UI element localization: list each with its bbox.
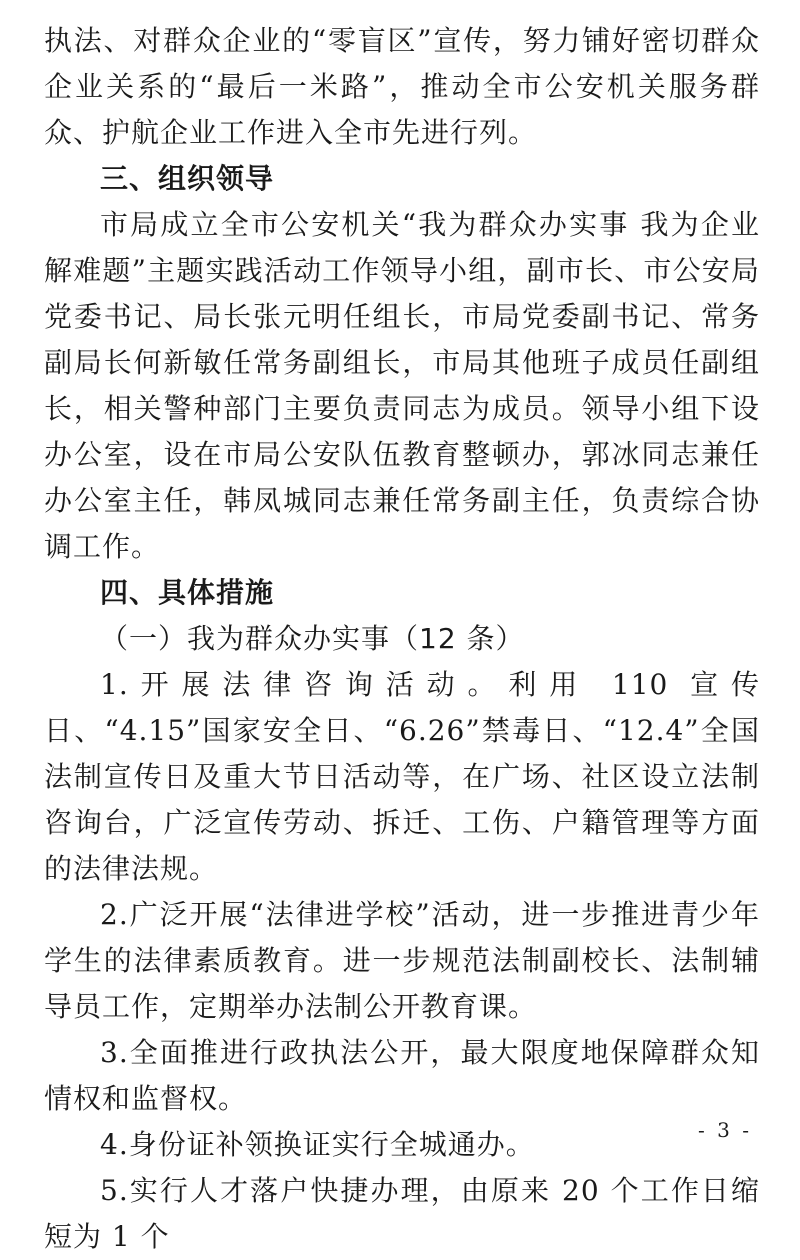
section-heading-measures: 四、具体措施 — [100, 576, 275, 609]
paragraph-item-5: 5.实行人才落户快捷办理，由原来 20 个工作日缩短为 1 个 — [44, 1174, 760, 1253]
page-number: - 3 - — [698, 1118, 752, 1142]
section-heading-organization: 三、组织领导 — [100, 162, 275, 195]
paragraph-item-3: 3.全面推进行政执法公开，最大限度地保障群众知情权和监督权。 — [44, 1036, 760, 1115]
subsection-heading-serve-people: （一）我为群众办实事（12 条） — [100, 622, 525, 655]
paragraph-item-1: 1.开展法律咨询活动。利用 110 宣传日、“4.15”国家安全日、“6.26”禁毒日、“12.4”全国法制宣传日及重大节日活动等，在广场、社区设立法制咨询台，广泛宣传劳动、拆迁、工伤、户籍管理等方面的法律法规。 — [44, 668, 760, 885]
document-page — [44, 18, 760, 1260]
paragraph-item-2: 2.广泛开展“法律进学校”活动，进一步推进青少年学生的法律素质教育。进一步规范法制副校长、法制辅导员工作，定期举办法制公开教育课。 — [44, 898, 760, 1023]
paragraph-item-4: 4.身份证补领换证实行全城通办。 — [100, 1128, 535, 1161]
paragraph-organization: 市局成立全市公安机关“我为群众办实事 我为企业解难题”主题实践活动工作领导小组，副市长、市公安局党委书记、局长张元明任组长，市局党委副书记、常务副局长何新敏任常务副组长，市局其他班子成员任副组长，相关警种部门主要负责同志为成员。领导小组下设办公室，设在市局公安队伍教育整顿办，郭冰同志兼任办公室主任，韩凤城同志兼任常务副主任，负责综合协调工作。 — [44, 208, 760, 563]
paragraph-continuation: 执法、对群众企业的“零盲区”宣传，努力铺好密切群众企业关系的“最后一米路”，推动全市公安机关服务群众、护航企业工作进入全市先进行列。 — [44, 24, 760, 149]
